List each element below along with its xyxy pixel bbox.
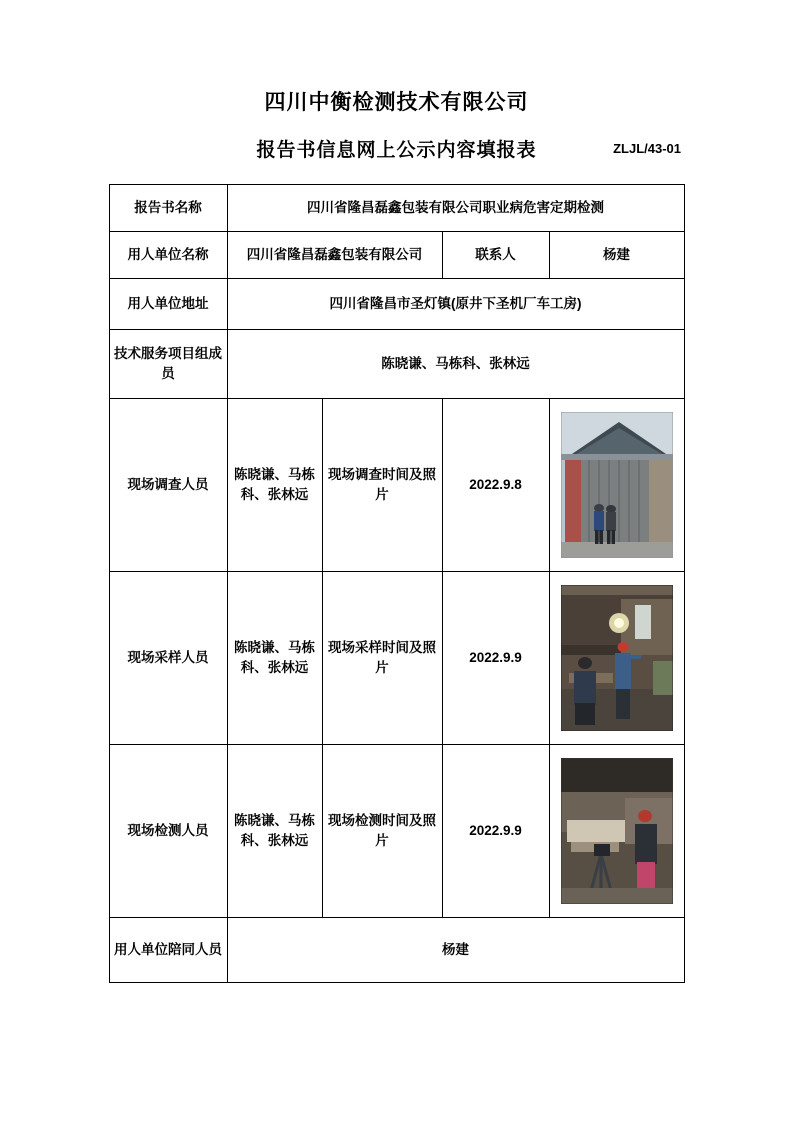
employer-label: 用人单位名称: [109, 232, 227, 279]
table-row: [109, 399, 684, 572]
survey-staff-label: 现场调查人员: [109, 399, 227, 572]
subtitle-row: [0, 135, 793, 162]
table-row: [109, 918, 684, 983]
contact-label: 联系人: [442, 232, 549, 279]
testing-date: 2022.9.9: [442, 745, 549, 918]
survey-date: 2022.9.8: [442, 399, 549, 572]
form-title: 报告书信息网上公示内容填报表: [256, 140, 537, 162]
sampling-staff-names: 陈晓谦、马栋科、张林远: [227, 572, 322, 745]
survey-photo-cell: [549, 399, 684, 572]
testing-time-label: 现场检测时间及照片: [322, 745, 442, 918]
address-label: 用人单位地址: [109, 279, 227, 330]
title-block: [0, 0, 793, 162]
team-value: 陈晓谦、马栋科、张林远: [227, 330, 684, 399]
escort-label: 用人单位陪同人员: [109, 918, 227, 983]
table-row: [109, 330, 684, 399]
table-row: [109, 745, 684, 918]
form-code: ZLJL/43-01: [613, 141, 681, 157]
testing-staff-label: 现场检测人员: [109, 745, 227, 918]
sampling-time-label: 现场采样时间及照片: [322, 572, 442, 745]
sampling-staff-label: 现场采样人员: [109, 572, 227, 745]
sampling-photo: [561, 585, 673, 731]
table-row: [109, 185, 684, 232]
testing-photo-cell: [549, 745, 684, 918]
sampling-photo-cell: [549, 572, 684, 745]
survey-time-label: 现场调查时间及照片: [322, 399, 442, 572]
address-value: 四川省隆昌市圣灯镇(原井下圣机厂车工房): [227, 279, 684, 330]
report-name-value: 四川省隆昌磊鑫包装有限公司职业病危害定期检测: [227, 185, 684, 232]
sampling-date: 2022.9.9: [442, 572, 549, 745]
table-row: [109, 279, 684, 330]
employer-value: 四川省隆昌磊鑫包装有限公司: [227, 232, 442, 279]
report-name-label: 报告书名称: [109, 185, 227, 232]
team-label: 技术服务项目组成员: [109, 330, 227, 399]
table-row: [109, 572, 684, 745]
survey-staff-names: 陈晓谦、马栋科、张林远: [227, 399, 322, 572]
report-info-table: [109, 184, 685, 983]
escort-value: 杨建: [227, 918, 684, 983]
company-title: 四川中衡检测技术有限公司: [264, 91, 529, 114]
testing-photo: [561, 758, 673, 904]
testing-staff-names: 陈晓谦、马栋科、张林远: [227, 745, 322, 918]
contact-value: 杨建: [549, 232, 684, 279]
survey-photo: [561, 412, 673, 558]
table-row: [109, 232, 684, 279]
